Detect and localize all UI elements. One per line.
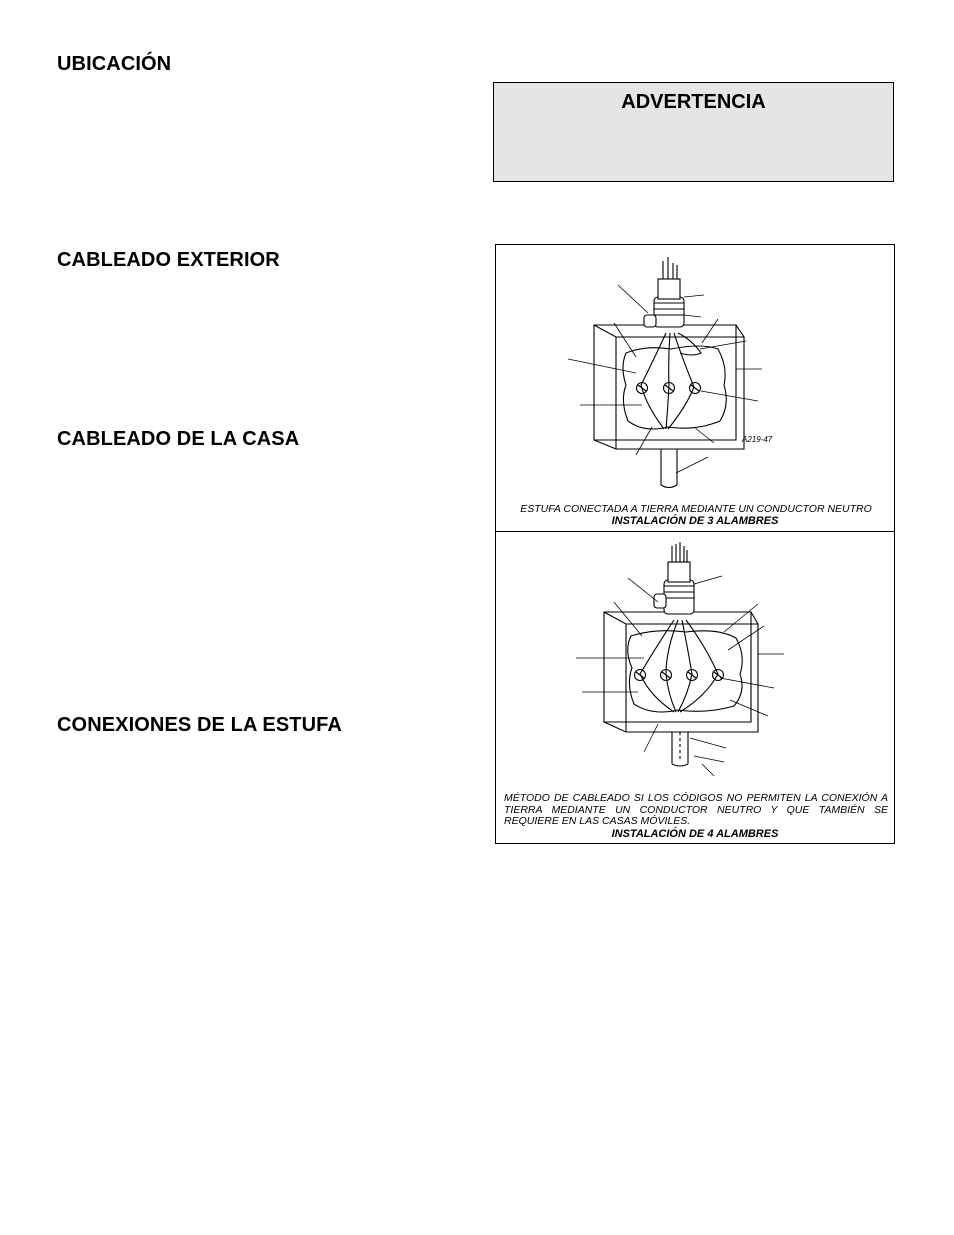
figure-4-wire-title: INSTALACIÓN DE 4 ALAMBRES: [611, 828, 779, 840]
terminal-block-3-wire-diagram: [496, 245, 894, 531]
figure-3-wire-caption: ESTUFA CONECTADA A TIERRA MEDIANTE UN CONDUCTOR NEUTRO: [520, 503, 872, 515]
heading-house-wiring: CABLEADO DE LA CASA: [57, 428, 300, 450]
figure-4-wire: [495, 531, 895, 844]
figure-3-wire-title: INSTALACIÓN DE 3 ALAMBRES: [611, 515, 779, 527]
figure-code-label: A219-47: [742, 435, 773, 444]
figure-3-wire: [495, 244, 895, 532]
warning-title: ADVERTENCIA: [621, 91, 766, 113]
heading-exterior-wiring: CABLEADO EXTERIOR: [57, 249, 280, 271]
warning-box: [493, 82, 894, 182]
heading-location: UBICACIÓN: [57, 53, 172, 75]
heading-range-connections: CONEXIONES DE LA ESTUFA: [57, 714, 342, 736]
figure-4-wire-caption: MÉTODO DE CABLEADO SI LOS CÓDIGOS NO PERMITEN LA CONEXIÓN A TIERRA MEDIANTE UN CONDUCTOR NEUTRO Y QUE TAMBIÉN SE REQUIERE EN LAS CASAS MÓVILES.: [504, 792, 888, 827]
